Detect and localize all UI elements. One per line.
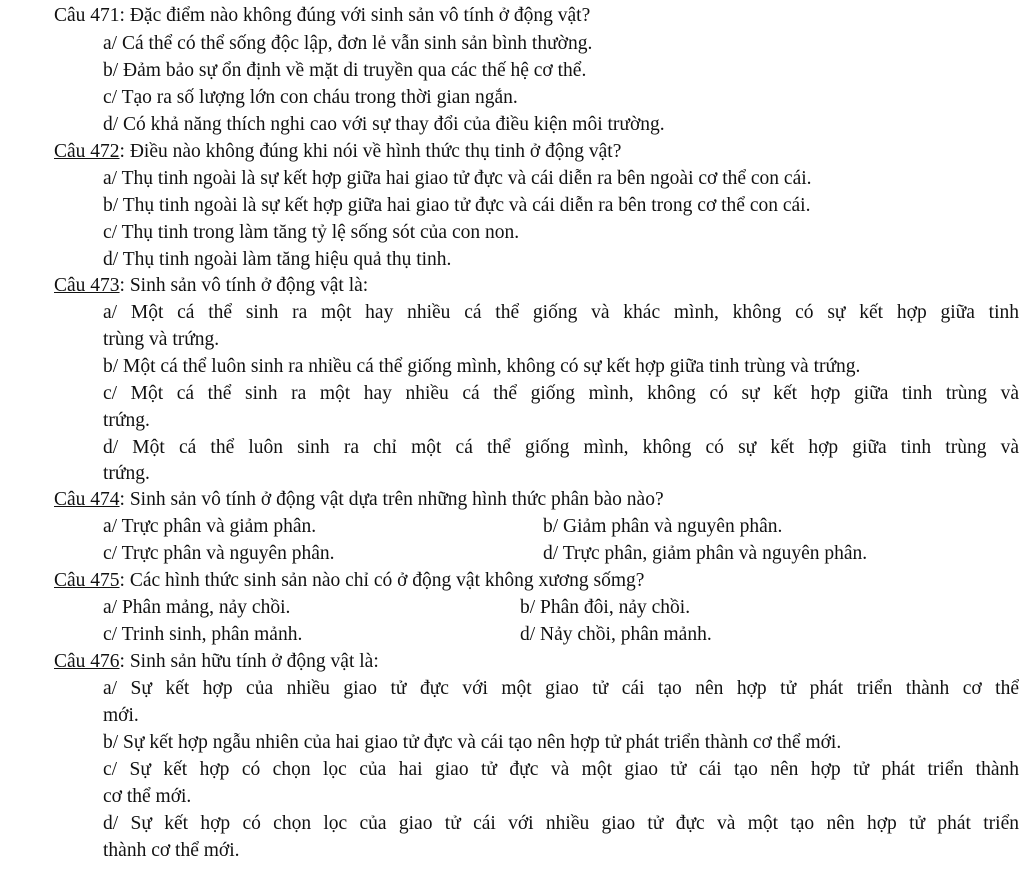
q476-option-d-cont: thành cơ thể mới. xyxy=(103,840,240,861)
q473-option-d: d/ Một cá thể luôn sinh ra chỉ một cá thể giống mình, không có sự kết hợp giữa tinh trùng và xyxy=(103,437,1019,458)
q475-option-b: b/ Phân đôi, nảy chồi. xyxy=(520,597,691,618)
question-475-text: : Các hình thức sinh sản nào chỉ có ở động vật không xương sốmg? xyxy=(119,570,645,591)
q474-option-b: b/ Giảm phân và nguyên phân. xyxy=(543,516,783,537)
q471-option-c: c/ Tạo ra số lượng lớn con cháu trong thời gian ngắn. xyxy=(103,87,518,108)
q476-option-c-cont: cơ thể mới. xyxy=(103,786,192,807)
q474-option-a: a/ Trực phân và giảm phân. xyxy=(103,516,317,537)
question-474-label: Câu 474 xyxy=(54,489,120,510)
question-475-label: Câu 475 xyxy=(54,570,120,591)
q476-option-a-cont: mới. xyxy=(103,705,139,726)
question-474 xyxy=(54,489,1018,511)
q473-option-c-cont: trứng. xyxy=(103,410,150,431)
q472-option-b: b/ Thụ tinh ngoài là sự kết hợp giữa hai giao tử đực và cái diễn ra bên trong cơ thể con cái. xyxy=(103,195,811,216)
question-471 xyxy=(54,5,1018,27)
q476-option-c: c/ Sự kết hợp có chọn lọc của hai giao tử đực và một giao tử cái tạo nên hợp tử phát triển thành xyxy=(103,759,1019,780)
q473-option-d-cont: trứng. xyxy=(103,463,150,484)
q473-option-a: a/ Một cá thể sinh ra một hay nhiều cá thể giống và khác mình, không có sự kết hợp giữa tinh xyxy=(103,302,1019,323)
q473-option-c: c/ Một cá thể sinh ra một hay nhiều cá thể giống mình, không có sự kết hợp giữa tinh trùng và xyxy=(103,383,1019,404)
q473-option-a-cont: trùng và trứng. xyxy=(103,329,220,350)
q471-option-b: b/ Đảm bảo sự ổn định về mặt di truyền qua các thế hệ cơ thể. xyxy=(103,60,587,81)
question-472 xyxy=(54,141,1018,163)
question-471-label: Câu 471 xyxy=(54,5,120,26)
q471-option-d: d/ Có khả năng thích nghi cao với sự thay đổi của điều kiện môi trường. xyxy=(103,114,665,135)
question-473 xyxy=(54,275,1018,297)
q475-option-c: c/ Trinh sinh, phân mảnh. xyxy=(103,624,303,645)
q471-option-a: a/ Cá thể có thể sống độc lập, đơn lẻ vẫn sinh sản bình thường. xyxy=(103,33,593,54)
q474-option-c: c/ Trực phân và nguyên phân. xyxy=(103,543,335,564)
question-471-text: : Đặc điểm nào không đúng với sinh sản vô tính ở động vật? xyxy=(119,5,591,26)
q475-option-d: d/ Nảy chồi, phân mảnh. xyxy=(520,624,712,645)
question-473-label: Câu 473 xyxy=(54,275,120,296)
q476-option-d: d/ Sự kết hợp có chọn lọc của giao tử cái với nhiều giao tử đực và một tạo nên hợp tử phát triển xyxy=(103,813,1019,834)
q476-option-a: a/ Sự kết hợp của nhiều giao tử đực với một giao tử cái tạo nên hợp tử phát triển thành cơ thể xyxy=(103,678,1019,699)
question-476-label: Câu 476 xyxy=(54,651,120,672)
question-476-text: : Sinh sản hữu tính ở động vật là: xyxy=(119,651,379,672)
question-475 xyxy=(54,570,1018,592)
q472-option-c: c/ Thụ tinh trong làm tăng tỷ lệ sống sót của con non. xyxy=(103,222,520,243)
question-473-text: : Sinh sản vô tính ở động vật là: xyxy=(119,275,369,296)
question-472-text: : Điều nào không đúng khi nói về hình thức thụ tinh ở động vật? xyxy=(119,141,622,162)
q472-option-d: d/ Thụ tinh ngoài làm tăng hiệu quả thụ tinh. xyxy=(103,249,452,270)
q475-option-a: a/ Phân mảng, nảy chồi. xyxy=(103,597,291,618)
question-474-text: : Sinh sản vô tính ở động vật dựa trên những hình thức phân bào nào? xyxy=(119,489,664,510)
q476-option-b: b/ Sự kết hợp ngẫu nhiên của hai giao tử đực và cái tạo nên hợp tử phát triển thành cơ thể mới. xyxy=(103,732,842,753)
q473-option-b: b/ Một cá thể luôn sinh ra nhiều cá thể giống mình, không có sự kết hợp giữa tinh trùng và trứng. xyxy=(103,356,861,377)
question-472-label: Câu 472 xyxy=(54,141,120,162)
question-476 xyxy=(54,651,1018,673)
q474-option-d: d/ Trực phân, giảm phân và nguyên phân. xyxy=(543,543,868,564)
q472-option-a: a/ Thụ tinh ngoài là sự kết hợp giữa hai giao tử đực và cái diễn ra bên ngoài cơ thể con cái. xyxy=(103,168,812,189)
